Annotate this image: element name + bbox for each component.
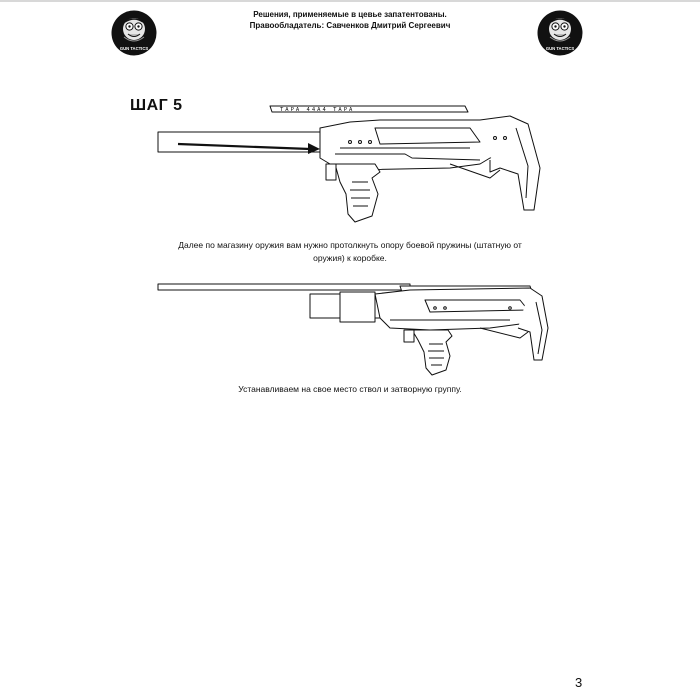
page-top-edge — [0, 0, 700, 2]
logo-left-text: GUN TACTICS — [119, 46, 149, 51]
figure-assembled-barrel — [150, 278, 550, 378]
patent-notice-line1: Решения, применяемые в цевье запатентованы. — [253, 10, 447, 19]
logo-right — [537, 10, 583, 56]
patent-notice — [200, 9, 500, 31]
logo-right-text: GUN TACTICS — [545, 46, 575, 51]
rail-engraving: TAPA 44A4 TAPA — [280, 107, 355, 113]
figure1-caption-line1: Далее по магазину оружия вам нужно протолкнуть опору боевой пружины (штатную от — [178, 240, 522, 250]
figure-stock-assembly — [150, 98, 550, 223]
patent-notice-line2: Правообладатель: Савченков Дмитрий Сергеевич — [249, 21, 451, 30]
figure1-caption — [120, 239, 580, 265]
figure2-caption: Устанавливаем на свое место ствол и затворную группу. — [238, 384, 462, 394]
step-title: ШАГ 5 — [130, 97, 183, 114]
figure1-caption-line2: оружия) к коробке. — [313, 253, 387, 263]
logo-left — [111, 10, 157, 56]
page-number: 3 — [575, 675, 583, 690]
